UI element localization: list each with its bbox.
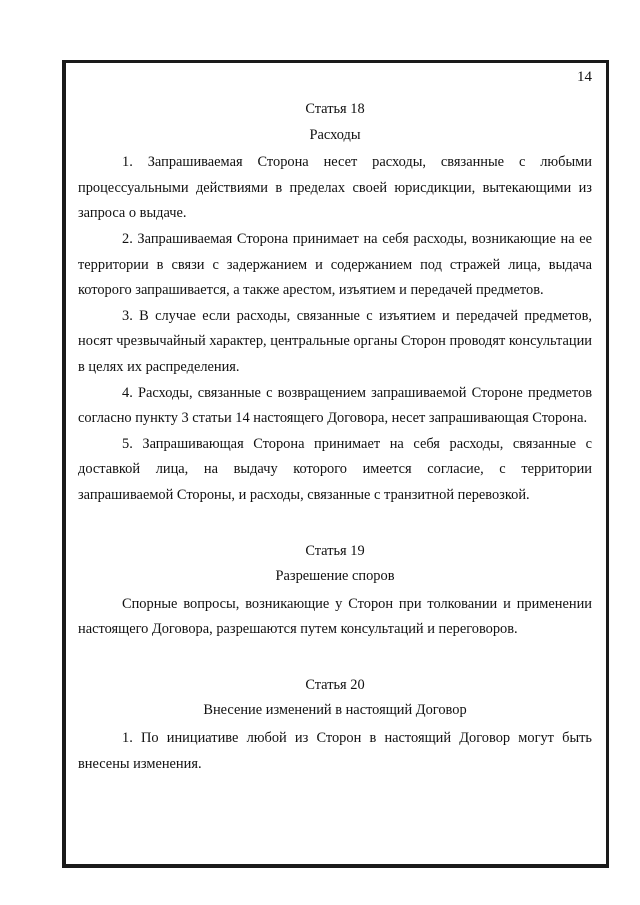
page-number: 14 <box>577 69 592 85</box>
article-heading: Статья 19 <box>305 542 365 559</box>
section-gap <box>78 643 592 673</box>
article-paragraph: 5. Запрашивающая Сторона принимает на себя расходы, связанные с доставкой лица, на выдачу которого имеется согласие, с территории запрашиваемой Стороны, и расходы, связанные с транзитной перевозкой. <box>78 435 592 503</box>
article-paragraph: 4. Расходы, связанные с возвращением запрашиваемой Стороне предметов согласно пункту 3 статьи 14 настоящего Договора, несет запрашивающая Сторона. <box>78 384 592 427</box>
page-frame <box>62 60 609 868</box>
article-19 <box>78 539 592 643</box>
article-paragraph: 1. Запрашиваемая Сторона несет расходы, связанные с любыми процессуальными действиями в пределах своей юрисдикции, вытекающими из запроса о выдаче. <box>78 154 592 222</box>
article-paragraph: Спорные вопросы, возникающие у Сторон при толковании и применении настоящего Договора, разрешаются путем консультаций и переговоров. <box>78 595 592 638</box>
article-heading: Статья 20 <box>305 676 365 693</box>
article-paragraph: 3. В случае если расходы, связанные с изъятием и передачей предметов, носят чрезвычайный характер, центральные органы Сторон проводят консультации в целях их распределения. <box>78 307 592 375</box>
section-gap <box>78 509 592 539</box>
article-18 <box>78 97 592 509</box>
article-paragraph: 1. По инициативе любой из Сторон в настоящий Договор могут быть внесены изменения. <box>78 730 592 772</box>
article-heading: Статья 18 <box>305 101 365 117</box>
document-body <box>78 97 592 777</box>
article-title: Разрешение споров <box>275 568 395 585</box>
article-title: Внесение изменений в настоящий Договор <box>203 702 467 719</box>
article-title: Расходы <box>309 126 361 143</box>
article-paragraph: 2. Запрашиваемая Сторона принимает на себя расходы, возникающие на ее территории в связи с задержанием и содержанием под стражей лица, выдача которого запрашивается, а также арестом, изъятием и передачей предметов. <box>78 230 592 299</box>
article-20 <box>78 673 592 777</box>
